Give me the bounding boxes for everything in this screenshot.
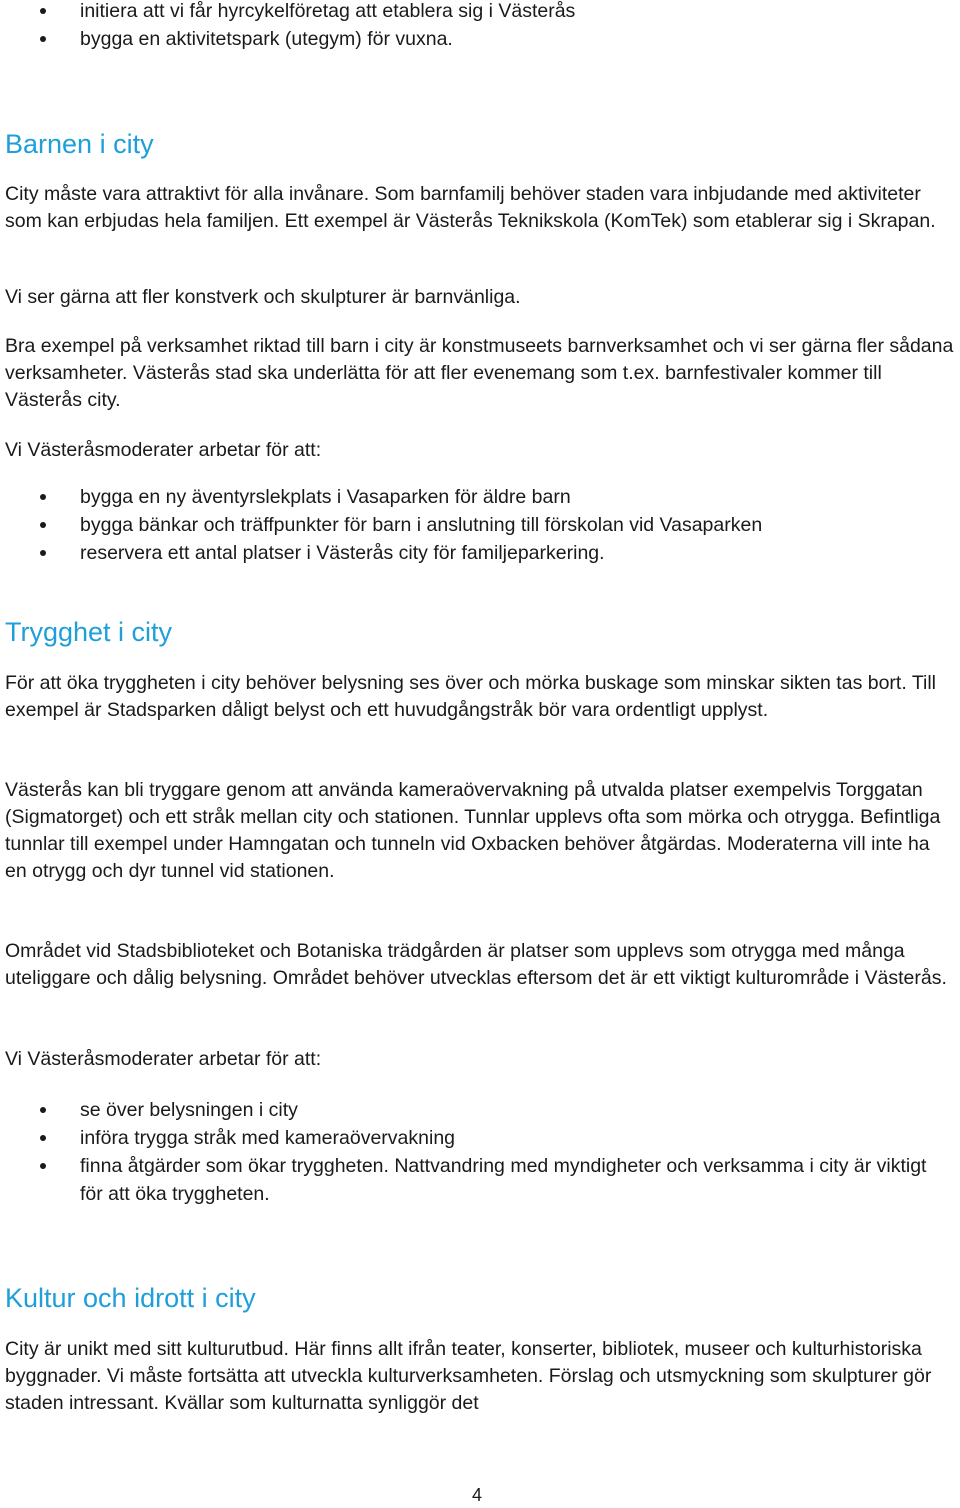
paragraph: City måste vara attraktivt för alla invånare. Som barnfamilj behöver staden vara inbjudande med aktiviteter som kan erbjudas hela familjen. Ett exempel är Västerås Teknikskola (KomTek) som etablerar sig i Skrapan. xyxy=(5,183,936,232)
bullet-icon xyxy=(40,1107,46,1113)
commitment-lead: Vi Västeråsmoderater arbetar för att: xyxy=(5,1048,322,1070)
list-item-text: reservera ett antal platser i Västerås city för familjeparkering. xyxy=(80,542,605,564)
list-item xyxy=(0,511,950,539)
bullet-icon xyxy=(40,1163,46,1169)
section-heading-culture: Kultur och idrott i city xyxy=(5,1283,256,1313)
list-item xyxy=(0,1124,950,1152)
page-number: 4 xyxy=(472,1485,483,1505)
paragraph: Västerås kan bli tryggare genom att använda kameraövervakning på utvalda platser exempelvis Torggatan (Sigmatorget) och ett stråk mellan city och stationen. Tunnlar upplevs ofta som mörka och otrygga. Befintliga tunnlar till exempel under Hamngatan och tunneln vid Oxbacken behöver åtgärdas. Moderaterna vill inte ha en otrygg och dyr tunnel vid stationen. xyxy=(5,779,941,882)
paragraph: För att öka tryggheten i city behöver belysning ses över och mörka buskage som minskar sikten tas bort. Till exempel är Stadsparken dåligt belyst och ett huvudgångstråk bör vara ordentligt upplyst. xyxy=(5,672,937,721)
bullet-icon xyxy=(40,36,46,42)
list-item-text: se över belysningen i city xyxy=(80,1099,298,1121)
list-item-text: bygga en ny äventyrslekplats i Vasaparken för äldre barn xyxy=(80,486,571,508)
paragraph: City är unikt med sitt kulturutbud. Här finns allt ifrån teater, konserter, bibliotek, museer och kulturhistoriska byggnader. Vi måste fortsätta att utveckla kulturverksamheten. Förslag och utsmyckning som skulpturer gör staden intressant. Kvällar som kulturnatta synliggör det xyxy=(5,1338,932,1414)
commitment-bullet-list xyxy=(0,1096,950,1208)
list-item-text: initiera att vi får hyrcykelföretag att etablera sig i Västerås xyxy=(80,0,576,22)
bullet-icon xyxy=(40,550,46,556)
section-heading-safety: Trygghet i city xyxy=(5,617,173,647)
bullet-icon xyxy=(40,8,46,14)
paragraph: Området vid Stadsbiblioteket och Botaniska trädgården är platser som upplevs som otrygga med många uteliggare och dålig belysning. Området behöver utvecklas eftersom det är ett viktigt kulturområde i Västerås. xyxy=(5,940,947,989)
list-item xyxy=(0,1096,950,1124)
list-item xyxy=(0,1152,950,1208)
list-item xyxy=(0,25,950,53)
section-heading-children: Barnen i city xyxy=(5,129,154,159)
list-item-text: bygga en aktivitetspark (utegym) för vuxna. xyxy=(80,28,453,50)
bullet-icon xyxy=(40,1135,46,1141)
bullet-icon xyxy=(40,494,46,500)
list-item-text: bygga bänkar och träffpunkter för barn i anslutning till förskolan vid Vasaparken xyxy=(80,514,763,536)
list-item xyxy=(0,539,950,567)
paragraph: Bra exempel på verksamhet riktad till barn i city är konstmuseets barnverksamhet och vi ser gärna fler sådana verksamheter. Västerås stad ska underlätta för att fler evenemang som t.ex. barnfestivaler kommer till Västerås city. xyxy=(5,335,954,411)
list-item xyxy=(0,483,950,511)
list-item xyxy=(0,0,950,25)
list-item-text: finna åtgärder som ökar tryggheten. Nattvandring med myndigheter och verksamma i city är viktigt för att öka tryggheten. xyxy=(80,1155,927,1205)
list-item-text: införa trygga stråk med kameraövervakning xyxy=(80,1127,456,1149)
commitment-lead: Vi Västeråsmoderater arbetar för att: xyxy=(5,439,322,461)
paragraph: Vi ser gärna att fler konstverk och skulpturer är barnvänliga. xyxy=(5,286,521,308)
intro-bullet-list xyxy=(0,0,950,53)
bullet-icon xyxy=(40,522,46,528)
commitment-bullet-list xyxy=(0,483,950,567)
